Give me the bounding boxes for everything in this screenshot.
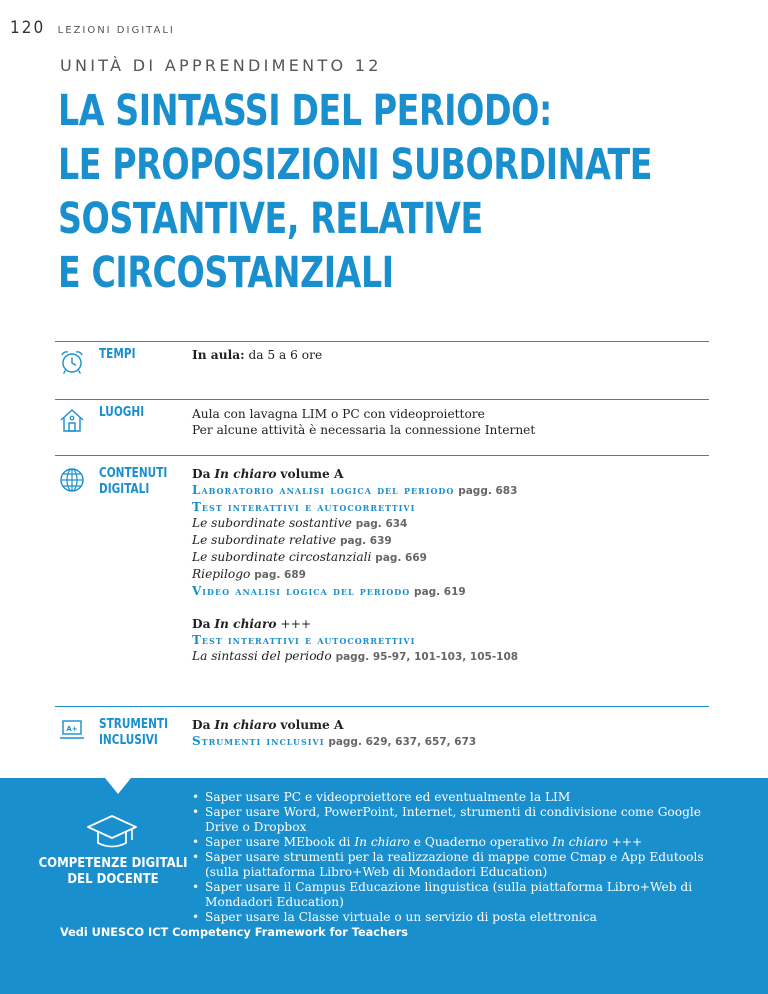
globe-icon xyxy=(59,467,85,493)
title-line: LE PROPOSIZIONI SUBORDINATE xyxy=(58,140,653,190)
unesco-reference: Vedi UNESCO ICT Competency Framework for Teachers xyxy=(60,926,408,939)
list-item: Le subordinate relative pag. 639 xyxy=(192,533,392,547)
list-item: • Saper usare la Classe virtuale o un servizio di posta elettronica xyxy=(192,910,714,925)
video-link[interactable]: Video analisi logica del periodo xyxy=(192,584,411,598)
title-line: E CIRCOSTANZIALI xyxy=(58,248,394,298)
house-icon xyxy=(59,407,85,433)
row-contenuti xyxy=(55,455,709,695)
page-number: 120 xyxy=(10,18,46,38)
label-line: CONTENUTI xyxy=(99,466,168,481)
competenze-list xyxy=(192,790,714,925)
unit-label: UNITÀ DI APPRENDIMENTO 12 xyxy=(60,56,382,75)
svg-text:A+: A+ xyxy=(66,725,78,733)
list-item: • Saper usare MEbook di In chiaro e Quaderno operativo In chiaro +++ xyxy=(192,835,714,850)
list-item: • Saper usare strumenti per la realizzazione di mappe come Cmap e App Edutools (sulla piattaforma Libro+Web di Mondadori Education) xyxy=(192,850,714,880)
list-item: Le subordinate circostanziali pag. 669 xyxy=(192,550,427,564)
strumenti-link[interactable]: Strumenti inclusivi xyxy=(192,734,325,748)
panel-notch xyxy=(105,778,131,794)
divider xyxy=(55,455,709,456)
label-line: DIGITALI xyxy=(99,482,150,497)
resource-line xyxy=(192,632,518,648)
resource-line: Video analisi logica del periodo pag. 619 xyxy=(192,584,466,598)
row-label: TEMPI xyxy=(99,347,136,362)
list-item: La sintassi del periodo pagg. 95-97, 101-103, 105-108 xyxy=(192,649,519,663)
text-line: Aula con lavagna LIM o PC con videoproiettore xyxy=(192,407,485,421)
row-tempi xyxy=(55,341,709,391)
title-line: SOSTANTIVE, RELATIVE xyxy=(58,194,483,244)
section-label: LEZIONI DIGITALI xyxy=(57,25,175,36)
row-label: LUOGHI xyxy=(99,405,145,420)
divider xyxy=(55,706,709,707)
row-content xyxy=(192,466,518,665)
label-line: COMPETENZE DIGITALI xyxy=(38,856,188,871)
competenze-label xyxy=(38,856,188,888)
laptop-icon xyxy=(59,717,85,743)
bold-label: In aula: xyxy=(192,348,245,362)
text-line: Per alcune attività è necessaria la connessione Internet xyxy=(192,423,536,437)
lab-link[interactable]: Laboratorio analisi logica del periodo xyxy=(192,483,455,497)
source-line: Da In chiaro +++ xyxy=(192,617,312,631)
divider xyxy=(55,341,709,342)
divider xyxy=(55,399,709,400)
resource-line: Laboratorio analisi logica del periodo pagg. 683 xyxy=(192,483,518,497)
row-label xyxy=(99,717,168,749)
row-label xyxy=(99,466,167,498)
list-item: Riepilogo pag. 689 xyxy=(192,567,306,581)
page-title xyxy=(58,84,749,300)
graduation-cap-icon xyxy=(86,812,138,852)
resource-line: Strumenti inclusivi pagg. 629, 637, 657, 673 xyxy=(192,734,477,748)
source-line: Da In chiaro volume A xyxy=(192,467,344,481)
list-item: • Saper usare Word, PowerPoint, Internet, strumenti di condivisione come Google Drive o Dropbox xyxy=(192,805,714,835)
row-content xyxy=(192,347,322,363)
label-line: INCLUSIVI xyxy=(99,733,158,748)
label-line: DEL DOCENTE xyxy=(67,872,159,887)
test-link[interactable]: Test interattivi e autocorrettivi xyxy=(192,500,416,514)
row-content xyxy=(192,717,476,750)
test-link[interactable]: Test interattivi e autocorrettivi xyxy=(192,633,416,647)
running-header xyxy=(10,18,175,38)
text: da 5 a 6 ore xyxy=(248,348,323,362)
row-luoghi xyxy=(55,399,709,449)
label-line: STRUMENTI xyxy=(99,717,168,732)
row-strumenti xyxy=(55,706,709,766)
list-item: Le subordinate sostantive pag. 634 xyxy=(192,516,408,530)
alarm-clock-icon xyxy=(59,349,85,375)
title-line: LA SINTASSI DEL PERIODO: xyxy=(58,86,552,136)
source-line: Da In chiaro volume A xyxy=(192,718,344,732)
list-item: • Saper usare il Campus Educazione linguistica (sulla piattaforma Libro+Web di Mondadori Education) xyxy=(192,880,714,910)
list-item: • Saper usare PC e videoproiettore ed eventualmente la LIM xyxy=(192,790,714,805)
row-content xyxy=(192,406,535,438)
resource-line xyxy=(192,499,518,515)
